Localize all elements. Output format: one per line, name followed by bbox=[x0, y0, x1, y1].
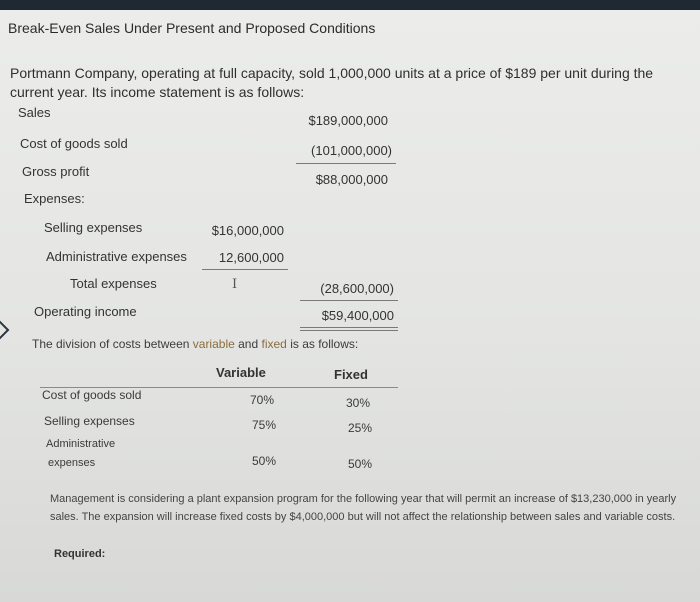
page-title: Break-Even Sales Under Present and Proposed Conditions bbox=[8, 20, 376, 36]
cogs-value: (101,000,000) bbox=[311, 143, 392, 158]
total-expenses-label: Total expenses bbox=[70, 276, 157, 291]
sales-label: Sales bbox=[18, 105, 51, 120]
selling-expenses-label: Selling expenses bbox=[44, 220, 143, 235]
admin-expenses-label: Administrative expenses bbox=[46, 249, 187, 264]
operating-double-underline-2 bbox=[300, 330, 398, 331]
note-prefix: The division of costs between bbox=[32, 337, 193, 351]
table-row-selling-label: Selling expenses bbox=[44, 414, 135, 428]
intro-paragraph: Portmann Company, operating at full capacity, sold 1,000,000 units at a price of $189 per unit during the current year. Its income statement is as follows: bbox=[10, 65, 654, 100]
window-top-bar bbox=[0, 0, 700, 10]
chevron-right-icon[interactable] bbox=[0, 318, 12, 342]
admin-underline bbox=[202, 269, 288, 270]
operating-income-label: Operating income bbox=[34, 304, 137, 319]
table-row-cogs-label: Cost of goods sold bbox=[42, 388, 142, 402]
note-variable: variable bbox=[192, 337, 235, 351]
table-row-cogs-variable: 70% bbox=[250, 393, 275, 407]
table-header-fixed: Fixed bbox=[334, 367, 368, 382]
gross-profit-value: $88,000,000 bbox=[315, 172, 388, 187]
cost-division-note bbox=[32, 337, 358, 351]
expenses-label: Expenses: bbox=[24, 191, 85, 206]
note-fixed: fixed bbox=[261, 337, 287, 351]
required-label: Required: bbox=[54, 548, 106, 560]
management-paragraph: Management is considering a plant expansion program for the following year that will permit an increase of $13,230,000 in yearly sales. The expansion will increase fixed costs by $4,000,000 but will not affect the relationship between sales and variable costs. bbox=[50, 493, 677, 523]
selling-expenses-value: $16,000,000 bbox=[211, 223, 284, 238]
note-suffix: is as follows: bbox=[286, 337, 359, 351]
table-row-selling-variable: 75% bbox=[252, 418, 277, 432]
table-row-admin-fixed: 50% bbox=[348, 457, 373, 471]
table-row-cogs-fixed: 30% bbox=[346, 396, 371, 410]
total-expenses-value: (28,600,000) bbox=[320, 281, 394, 296]
cogs-label: Cost of goods sold bbox=[20, 136, 128, 151]
total-underline bbox=[300, 300, 398, 301]
operating-income-value: $59,400,000 bbox=[321, 308, 394, 323]
operating-double-underline-1 bbox=[300, 327, 398, 328]
table-header-variable: Variable bbox=[216, 365, 266, 380]
table-row-admin-variable: 50% bbox=[252, 454, 277, 468]
text-cursor-icon: I bbox=[232, 277, 238, 292]
table-row-admin-label-2: expenses bbox=[48, 457, 96, 469]
sales-value: $189,000,000 bbox=[308, 113, 388, 128]
admin-expenses-value: 12,600,000 bbox=[218, 250, 284, 265]
cogs-underline bbox=[296, 163, 396, 164]
note-and: and bbox=[234, 337, 262, 351]
gross-profit-label: Gross profit bbox=[22, 164, 90, 179]
table-row-selling-fixed: 25% bbox=[348, 421, 373, 435]
table-row-admin-label-1: Administrative bbox=[46, 438, 116, 450]
